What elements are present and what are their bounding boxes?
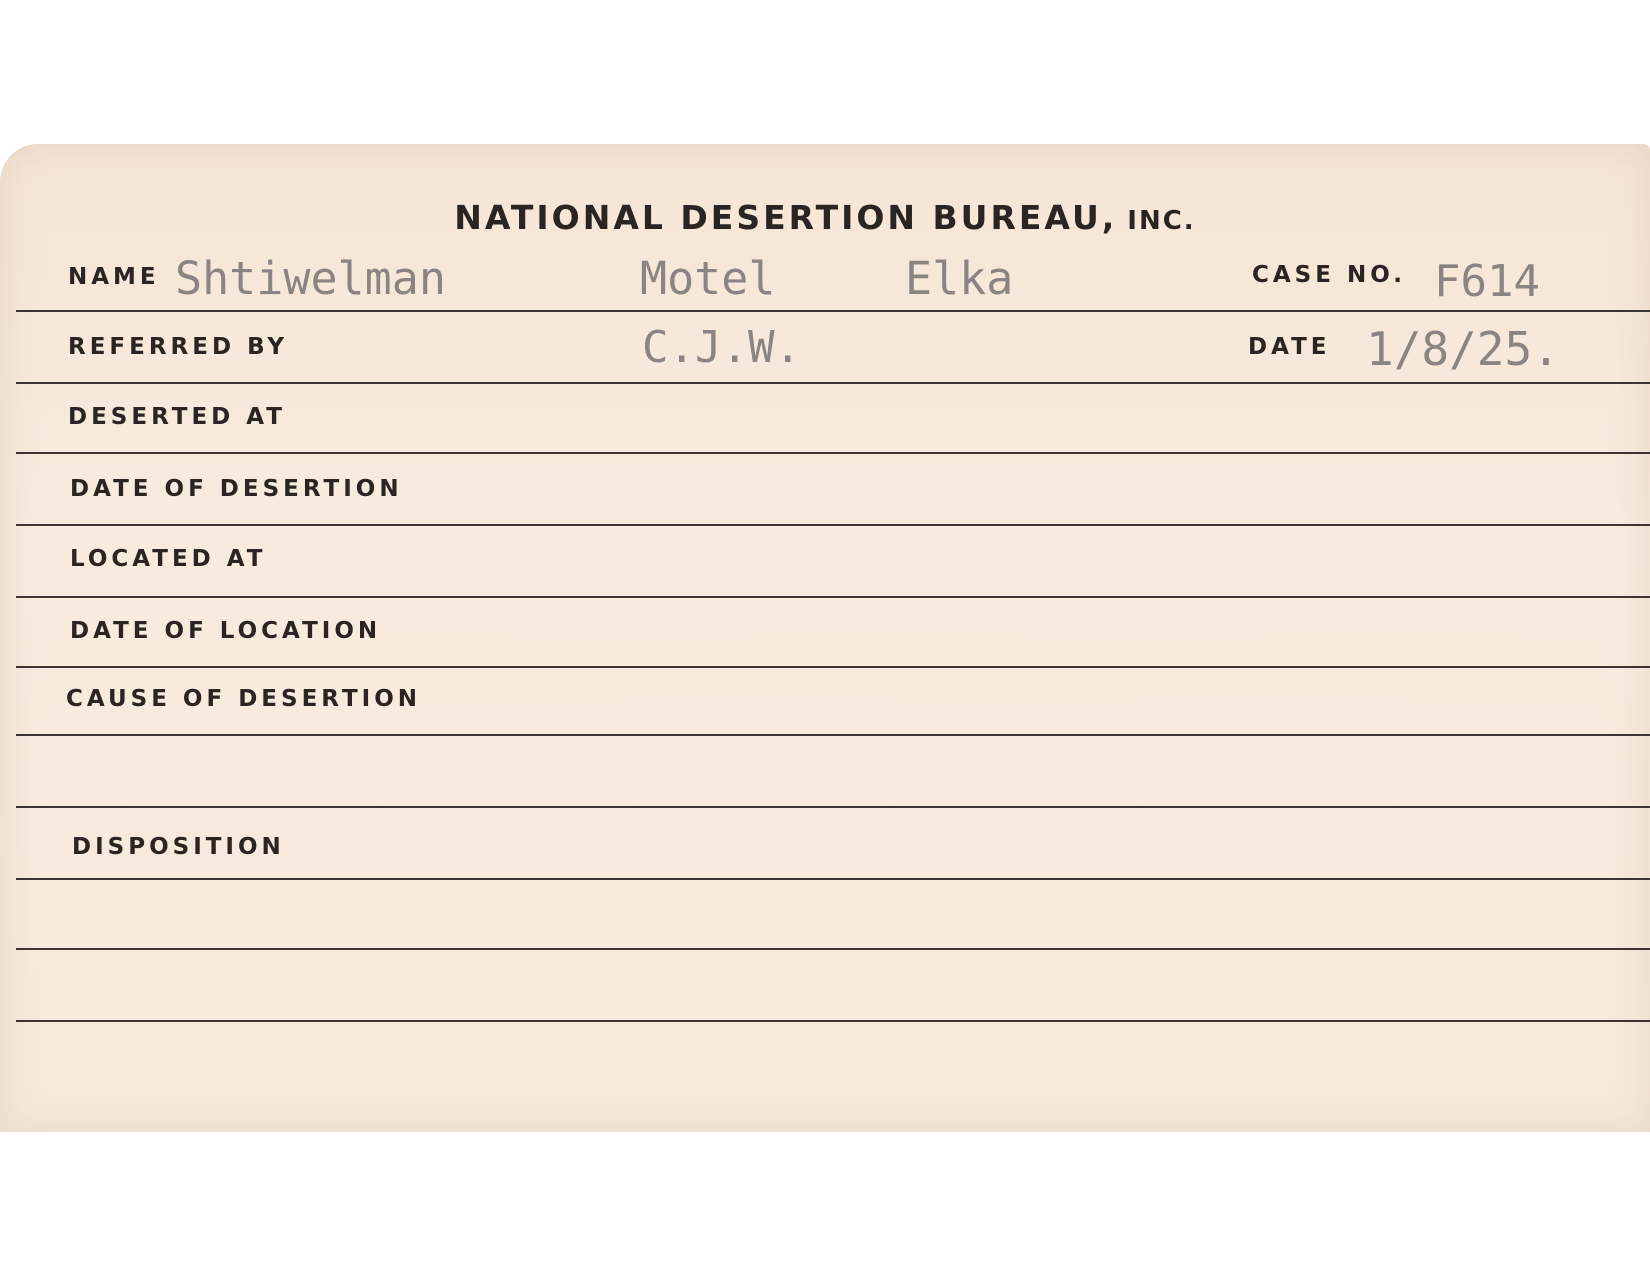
date-of-location-label: DATE OF LOCATION xyxy=(70,618,382,644)
case-no-label: CASE NO. xyxy=(1252,262,1406,288)
name-label: NAME xyxy=(68,264,160,290)
date-of-location-rule xyxy=(16,666,1650,668)
date-label: DATE xyxy=(1248,334,1331,360)
case-no-value: F614 xyxy=(1434,256,1540,307)
cause-of-desertion-label: CAUSE OF DESERTION xyxy=(66,686,422,712)
located-at-label: LOCATED AT xyxy=(70,546,267,572)
name-rule xyxy=(16,310,1650,312)
deserted-at-label: DESERTED AT xyxy=(68,404,286,430)
referred-by-label: REFERRED BY xyxy=(68,334,289,360)
located-at-rule xyxy=(16,596,1650,598)
surname-value: Shtiwelman xyxy=(175,252,446,305)
second-name-value: Elka xyxy=(905,252,1014,305)
referred-by-value: C.J.W. xyxy=(642,322,801,373)
date-of-desertion-rule xyxy=(16,524,1650,526)
disposition-rule xyxy=(16,878,1650,880)
first-name-value: Motel xyxy=(640,252,776,305)
date-of-desertion-label: DATE OF DESERTION xyxy=(70,476,403,502)
disposition-label: DISPOSITION xyxy=(72,834,285,860)
referred-by-rule xyxy=(16,382,1650,384)
cause-of-desertion-rule-2 xyxy=(16,806,1650,808)
disposition-rule-2 xyxy=(16,948,1650,950)
case-card xyxy=(0,144,1650,1132)
disposition-rule-3 xyxy=(16,1020,1650,1022)
card-title xyxy=(0,198,1650,237)
bureau-suffix: INC. xyxy=(1127,206,1196,236)
date-value: 1/8/25. xyxy=(1366,322,1560,376)
bureau-name: NATIONAL DESERTION BUREAU, xyxy=(454,198,1118,237)
cause-of-desertion-rule xyxy=(16,734,1650,736)
deserted-at-rule xyxy=(16,452,1650,454)
